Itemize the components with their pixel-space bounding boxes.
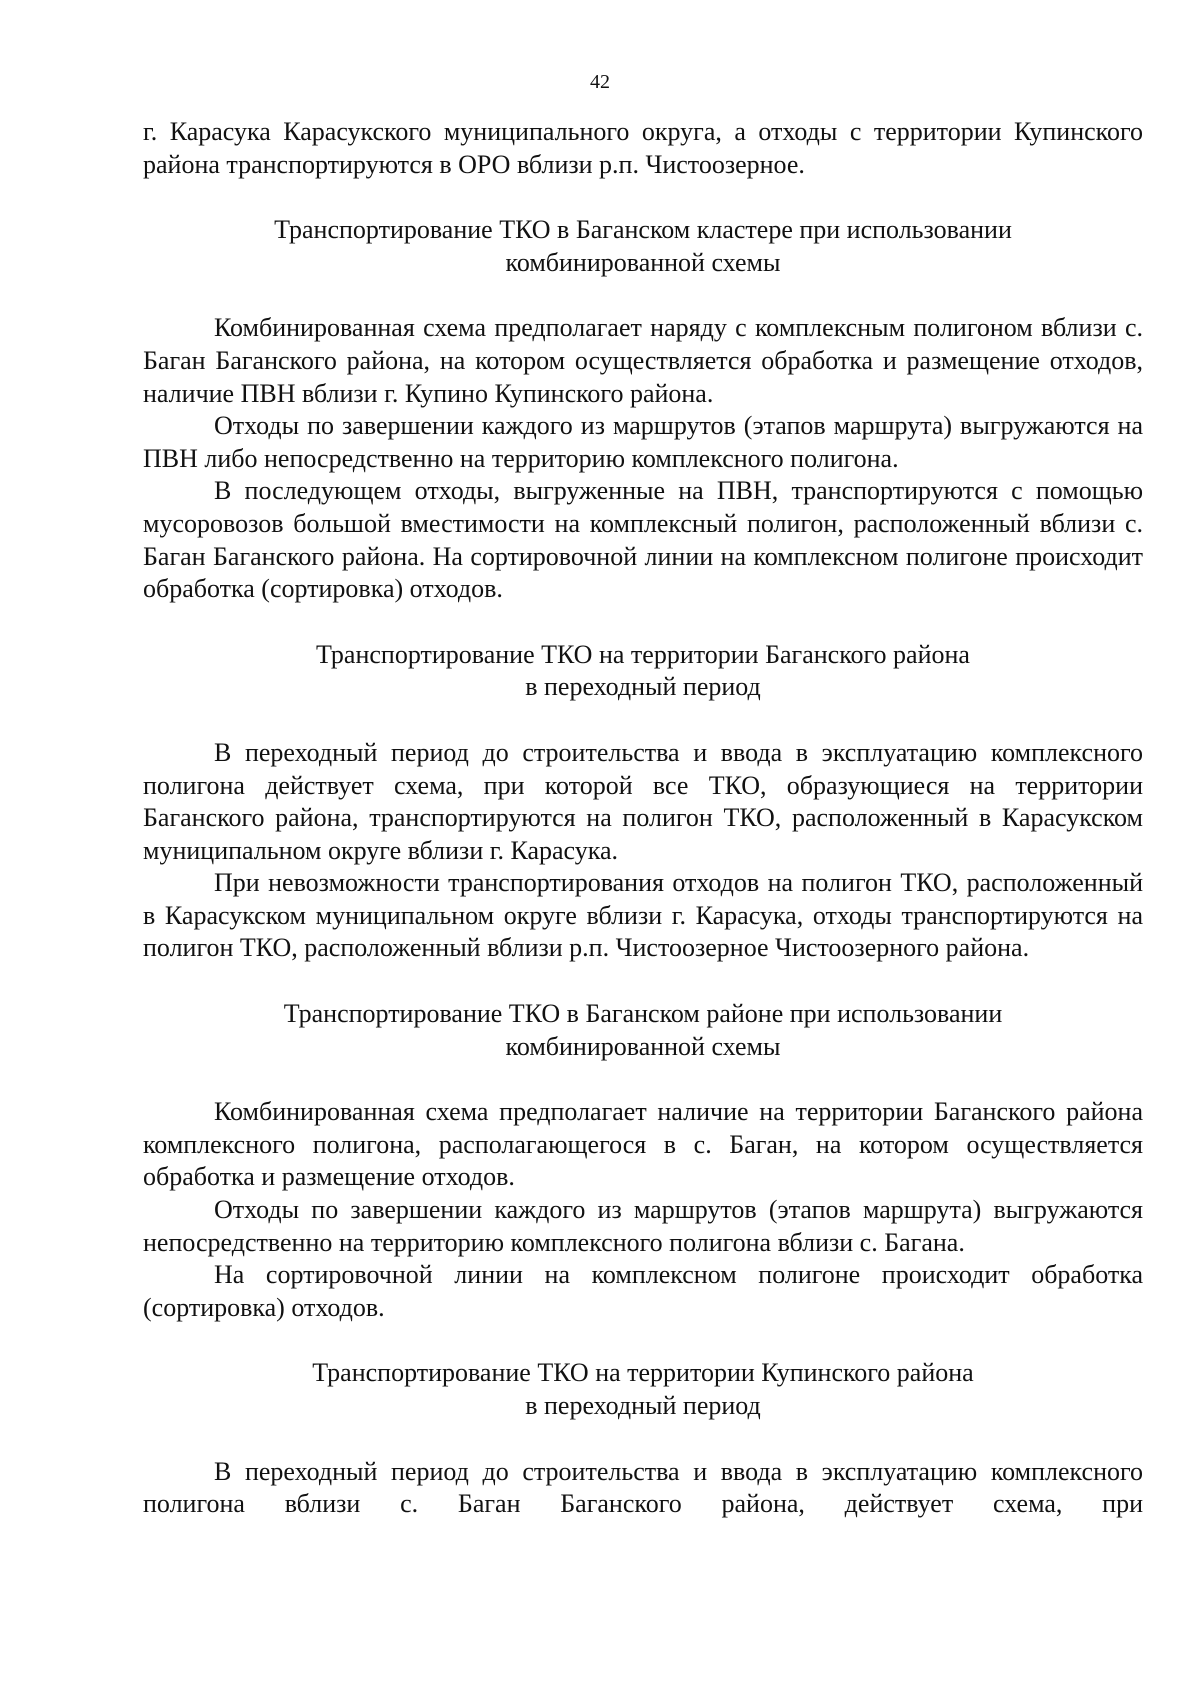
paragraph: г. Карасука Карасукского муниципального округа, а отходы с территории Купинского района транспортируются в ОРО вблизи р.п. Чистоозерное. bbox=[143, 117, 1143, 179]
paragraph: Отходы по завершении каждого из маршрутов (этапов маршрута) выгружаются на ПВН либо непосредственно на территорию комплексного полигона. bbox=[143, 411, 1143, 473]
section-heading-line: Транспортирование ТКО на территории Баганского района bbox=[316, 639, 970, 669]
section-heading bbox=[143, 214, 1143, 279]
section-heading-line: в переходный период bbox=[525, 1391, 761, 1420]
section-heading-line: комбинированной схемы bbox=[505, 247, 781, 277]
section-heading bbox=[143, 639, 1143, 704]
paragraph: В переходный период до строительства и ввода в эксплуатацию комплексного полигона вблизи с. Баган Баганского района, действует схема, при bbox=[143, 1456, 1143, 1519]
section-heading-line: Транспортирование ТКО в Баганском районе при использовании bbox=[283, 999, 1003, 1029]
paragraph: Комбинированная схема предполагает наличие на территории Баганского района комплексного полигона, располагающегося в с. Баган, на котором осуществляется обработка и размещение отходов. bbox=[143, 1097, 1143, 1192]
paragraph: Комбинированная схема предполагает наряду с комплексным полигоном вблизи с. Баган Баганского района, на котором осуществляется обработка и размещение отходов, наличие ПВН вблизи г. Купино Купинского района. bbox=[143, 313, 1143, 408]
section-heading-line: в переходный период bbox=[525, 672, 761, 702]
paragraph: Отходы по завершении каждого из маршрутов (этапов маршрута) выгружаются непосредственно на территорию комплексного полигона вблизи с. Багана. bbox=[143, 1195, 1143, 1257]
page-number: 42 bbox=[590, 71, 610, 93]
paragraph: При невозможности транспортирования отходов на полигон ТКО, расположенный в Карасукском муниципальном округе вблизи г. Карасука, отходы транспортируются на полигон ТКО, расположенный вблизи р.п. Чистоозерное Чистоозерного района. bbox=[143, 868, 1143, 963]
section-heading-line: комбинированной схемы bbox=[505, 1031, 781, 1061]
section-heading bbox=[143, 1357, 1143, 1422]
paragraph: В последующем отходы, выгруженные на ПВН, транспортируются с помощью мусоровозов большой вместимости на комплексный полигон, расположенный вблизи с. Баган Баганского района. На сортировочной линии на комплексном полигоне происходит обработка (сортировка) отходов. bbox=[143, 476, 1143, 604]
paragraph: В переходный период до строительства и ввода в эксплуатацию комплексного полигона действует схема, при которой все ТКО, образующиеся на территории Баганского района, транспортируются на полигон ТКО, расположенный в Карасукском муниципальном округе вблизи г. Карасука. bbox=[143, 737, 1143, 865]
document-body bbox=[143, 116, 1143, 1521]
section-heading-line: Транспортирование ТКО на территории Купинского района bbox=[312, 1358, 974, 1388]
paragraph: На сортировочной линии на комплексном полигоне происходит обработка (сортировка) отходов. bbox=[143, 1260, 1143, 1322]
section-heading-line: Транспортирование ТКО в Баганском кластере при использовании bbox=[274, 215, 1012, 245]
section-heading bbox=[143, 998, 1143, 1063]
